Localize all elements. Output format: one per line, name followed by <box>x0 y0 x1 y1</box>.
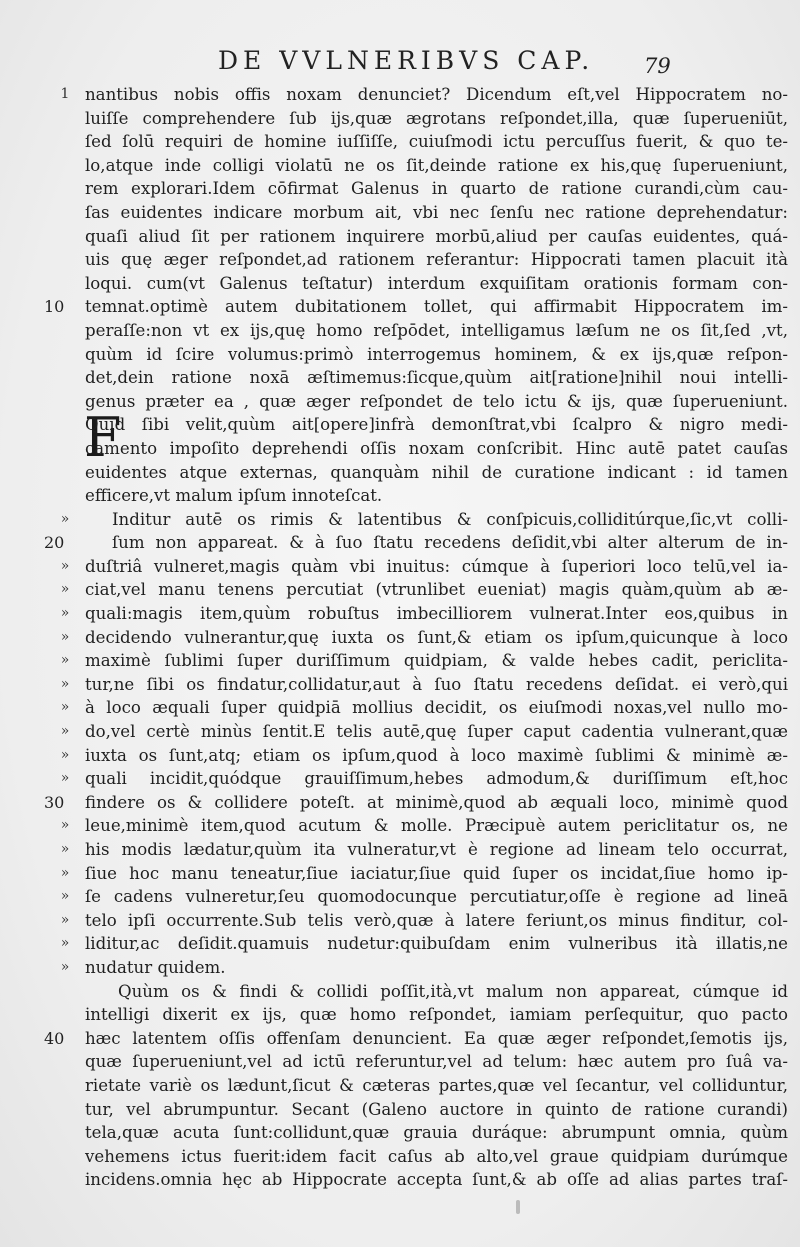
text-line <box>0 956 800 980</box>
paragraph-2 <box>0 508 800 980</box>
text-line <box>0 177 800 201</box>
text-line <box>0 343 800 367</box>
body-text <box>0 83 800 1192</box>
text-line <box>0 1027 800 1051</box>
running-title: DE VVLNERIBVS CAP. <box>218 46 595 75</box>
margin-marker: » <box>60 911 70 928</box>
line-text: duſtriâ vulneret,magis quàm vbi inuitus: cúmque à ſuperiori loco telū,vel ia- <box>85 556 788 576</box>
margin-marker: » <box>60 557 70 574</box>
line-text: incidens.omnia hęc ab Hippocrate accepta ſunt,& ab oſſe ad alias partes traſ- <box>85 1170 788 1190</box>
text-line <box>0 1145 800 1169</box>
text-line <box>0 83 800 107</box>
text-line <box>0 1098 800 1122</box>
line-text: decidendo vulnerantur,quę iuxta os ſunt,& etiam os ipſum,quicunque à loco <box>85 627 788 647</box>
text-line <box>0 461 800 485</box>
line-text: hæc latentem oſſis offenſam denuncient. Ea quæ æger reſpondet,ſemotis ijs, <box>85 1028 788 1048</box>
line-text: Inditur autē os rimis & latentibus & conſpicuis,colliditúrque,ſic,vt colli- <box>112 509 788 529</box>
text-line <box>0 885 800 909</box>
margin-marker: » <box>60 817 70 834</box>
text-line <box>0 720 800 744</box>
line-text: iuxta os ſunt,atq; etiam os ipſum,quod à loco maximè ſublimi & minimè æ- <box>85 745 788 765</box>
text-line <box>0 673 800 697</box>
margin-marker: » <box>60 746 70 763</box>
line-text: findere os & collidere poteſt. at minimè,quod ab æquali loco, minimè quod <box>85 792 788 812</box>
line-text: ſed ſolū requiri de homine iuſſiſſe, cuiuſmodi ictu percuſſus fuerit, & quo te- <box>85 132 788 152</box>
line-text: tur,ne ſibi os findatur,collidatur,aut à ſuo ſtatu recedens deſidat. ei verò,qui <box>85 674 788 694</box>
line-number: 40 <box>44 1028 65 1048</box>
margin-marker: » <box>60 864 70 881</box>
line-text: luiſſe comprehendere ſub ijs,quæ ægrotans reſpondet,illa, quæ ſuperueniūt, <box>85 108 788 128</box>
text-line <box>0 814 800 838</box>
line-text: liditur,ac deſidit.quamuis nudetur:quibuſdam enim vulneribus ità illatis,ne <box>85 934 788 954</box>
text-line <box>0 862 800 886</box>
text-line <box>0 838 800 862</box>
text-line <box>0 508 800 532</box>
line-text: rem explorari.Idem cōfirmat Galenus in quarto de ratione curandi,cùm cau- <box>85 179 788 199</box>
line-text: genus præter ea , quæ æger reſpondet de telo ictu & ijs, quæ ſuperueniunt. <box>85 391 788 411</box>
margin-marker: » <box>60 675 70 692</box>
text-line <box>0 696 800 720</box>
text-line <box>0 1003 800 1027</box>
text-line <box>0 225 800 249</box>
text-line <box>0 484 800 508</box>
text-line <box>0 909 800 933</box>
ink-smudge <box>516 1200 520 1214</box>
text-line <box>0 980 800 1004</box>
line-text: det,dein ratione noxā æſtimemus:ſicque,quùm ait[ratione]nihil noui intelli- <box>85 368 788 388</box>
line-text: leue,minimè item,quod acutum & molle. Præcipuè autem periclitatur os, ne <box>85 816 788 836</box>
margin-marker: » <box>60 723 70 740</box>
paragraph-1 <box>0 83 800 508</box>
line-text: quali:magis item,quùm robuſtus imbecilliorem vulnerat.Inter eos,quibus in <box>85 604 788 624</box>
text-line <box>0 1074 800 1098</box>
line-text: intelligi dixerit ex ijs, quæ homo reſpondet, iamiam perſequitur, quo pacto <box>85 1005 788 1025</box>
line-text: ſiue hoc manu teneatur,ſiue iaciatur,ſiue quid ſuper os incidat,ſiue homo ip- <box>85 863 788 883</box>
text-line <box>0 1168 800 1192</box>
line-text: efficere,vt malum ipſum innoteſcat. <box>85 486 383 506</box>
line-number: 30 <box>44 792 65 812</box>
line-text: telo ipſi occurrente.Sub telis verò,quæ à latere feriunt,os minus finditur, col- <box>85 910 788 930</box>
line-number: 20 <box>44 533 65 553</box>
margin-marker: » <box>60 605 70 622</box>
text-line <box>0 531 800 555</box>
text-line <box>0 201 800 225</box>
page-number: 79 <box>644 54 671 78</box>
text-line <box>0 602 800 626</box>
paragraph-3 <box>0 980 800 1192</box>
line-text: Quùm os & findi & collidi poſſit,ità,vt malum non appareat, cúmque id <box>118 981 788 1001</box>
line-text: ſas euidentes indicare morbum ait, vbi nec ſenſu nec ratione deprehendatur: <box>85 202 788 222</box>
text-line <box>0 319 800 343</box>
text-line <box>0 626 800 650</box>
line-text: maximè ſublimi ſuper duriſſimum quidpiam, & valde hebes cadit, periclita- <box>85 651 788 671</box>
margin-marker: » <box>60 958 70 975</box>
line-text: quæ ſuperueniunt,vel ad ictū referuntur,vel ad telum: hæc autem pro ſuâ va- <box>85 1052 788 1072</box>
text-line <box>0 932 800 956</box>
text-line <box>0 744 800 768</box>
text-line <box>0 1050 800 1074</box>
line-text: do,vel certè minùs ſentit.E telis autē,quę ſuper caput cadentia vulnerant,quæ <box>85 722 788 742</box>
page-header <box>0 46 800 86</box>
text-line <box>0 1121 800 1145</box>
text-line <box>0 555 800 579</box>
text-line <box>0 413 800 437</box>
drop-capital: F <box>84 406 122 469</box>
text-line <box>0 248 800 272</box>
line-text: quùm id ſcire volumus:primò interrogemus hominem, & ex ijs,quæ reſpon- <box>85 344 788 364</box>
line-text: camento impoſito deprehendi oſſis noxam conſcribit. Hinc autē patet cauſas <box>85 438 788 458</box>
line-text: temnat.optimè autem dubitationem tollet, qui affirmabit Hippocratem im- <box>85 297 788 317</box>
text-line <box>0 272 800 296</box>
text-line <box>0 578 800 602</box>
margin-marker: » <box>60 935 70 952</box>
line-text: à loco æquali ſuper quidpiā mollius decidit, os eiuſmodi noxas,vel nullo mo- <box>85 698 788 718</box>
text-line <box>0 767 800 791</box>
text-line <box>0 107 800 131</box>
margin-marker: » <box>60 628 70 645</box>
text-line <box>0 390 800 414</box>
margin-marker: » <box>60 888 70 905</box>
line-text: ſe cadens vulneretur,ſeu quomodocunque percutiatur,oſſe è regione ad lineā <box>85 887 788 907</box>
line-text: quali incidit,quódque grauiſſimum,hebes admodum,& duriſſimum eſt,hoc <box>85 769 788 789</box>
line-text: Quid ſibi velit,quùm ait[opere]infrà demonſtrat,vbi ſcalpro & nigro medi- <box>85 415 788 435</box>
line-text: lo,atque inde colligi violatū ne os ſit,deinde ratione ex his,quę ſuperueniunt, <box>85 155 788 175</box>
line-number: 10 <box>44 297 65 317</box>
text-line <box>0 130 800 154</box>
text-line <box>0 437 800 461</box>
margin-marker: » <box>60 581 70 598</box>
margin-marker: » <box>60 699 70 716</box>
text-line <box>0 791 800 815</box>
line-text: euidentes atque externas, quanquàm nihil de curatione indicant : id tamen <box>85 462 788 482</box>
line-text: nantibus nobis offis noxam denunciet? Dicendum eſt,vel Hippocratem no- <box>85 85 788 104</box>
line-text: quaſi aliud ſit per rationem inquirere morbū,aliud per cauſas euidentes, quá- <box>85 226 788 246</box>
margin-marker: » <box>60 510 70 527</box>
text-line <box>0 154 800 178</box>
line-text: ſum non appareat. & à ſuo ſtatu recedens deſidit,vbi alter alterum de in- <box>112 533 788 553</box>
line-text: his modis lædatur,quùm ita vulneratur,vt è regione ad lineam telo occurrat, <box>85 840 788 859</box>
line-text: tela,quæ acuta ſunt:collidunt,quæ grauia duráque: abrumpunt omnia, quùm <box>85 1123 788 1143</box>
line-text: tur, vel abrumpuntur. Secant (Galeno auctore in quinto de ratione curandi) <box>85 1099 788 1119</box>
text-line <box>0 649 800 673</box>
text-line <box>0 295 800 319</box>
line-text: nudatur quidem. <box>85 957 226 977</box>
margin-marker: » <box>60 652 70 669</box>
line-text: uis quę æger reſpondet,ad rationem referantur: Hippocrati tamen placuit ità <box>85 250 788 270</box>
line-text: vehemens ictus fuerit:idem facit caſus ab alto,vel graue quidpiam durúmque <box>85 1146 788 1166</box>
margin-marker: 1 <box>60 86 70 102</box>
margin-marker: » <box>60 841 70 857</box>
line-text: peraſſe:non vt ex ijs,quę homo reſpōdet, intelligamus læſum ne os ſit,ſed ,vt, <box>85 320 788 340</box>
margin-marker: » <box>60 770 70 787</box>
line-text: loqui. cum(vt Galenus teſtatur) interdum exquiſitam orationis formam con- <box>85 273 788 293</box>
line-text: ciat,vel manu tenens percutiat (vtrunlibet eueniat) magis quàm,quùm ab æ- <box>85 580 788 600</box>
line-text: rietate variè os lædunt,ſicut & cæteras partes,quæ vel ſecantur, vel colliduntur, <box>85 1075 788 1095</box>
text-line <box>0 366 800 390</box>
